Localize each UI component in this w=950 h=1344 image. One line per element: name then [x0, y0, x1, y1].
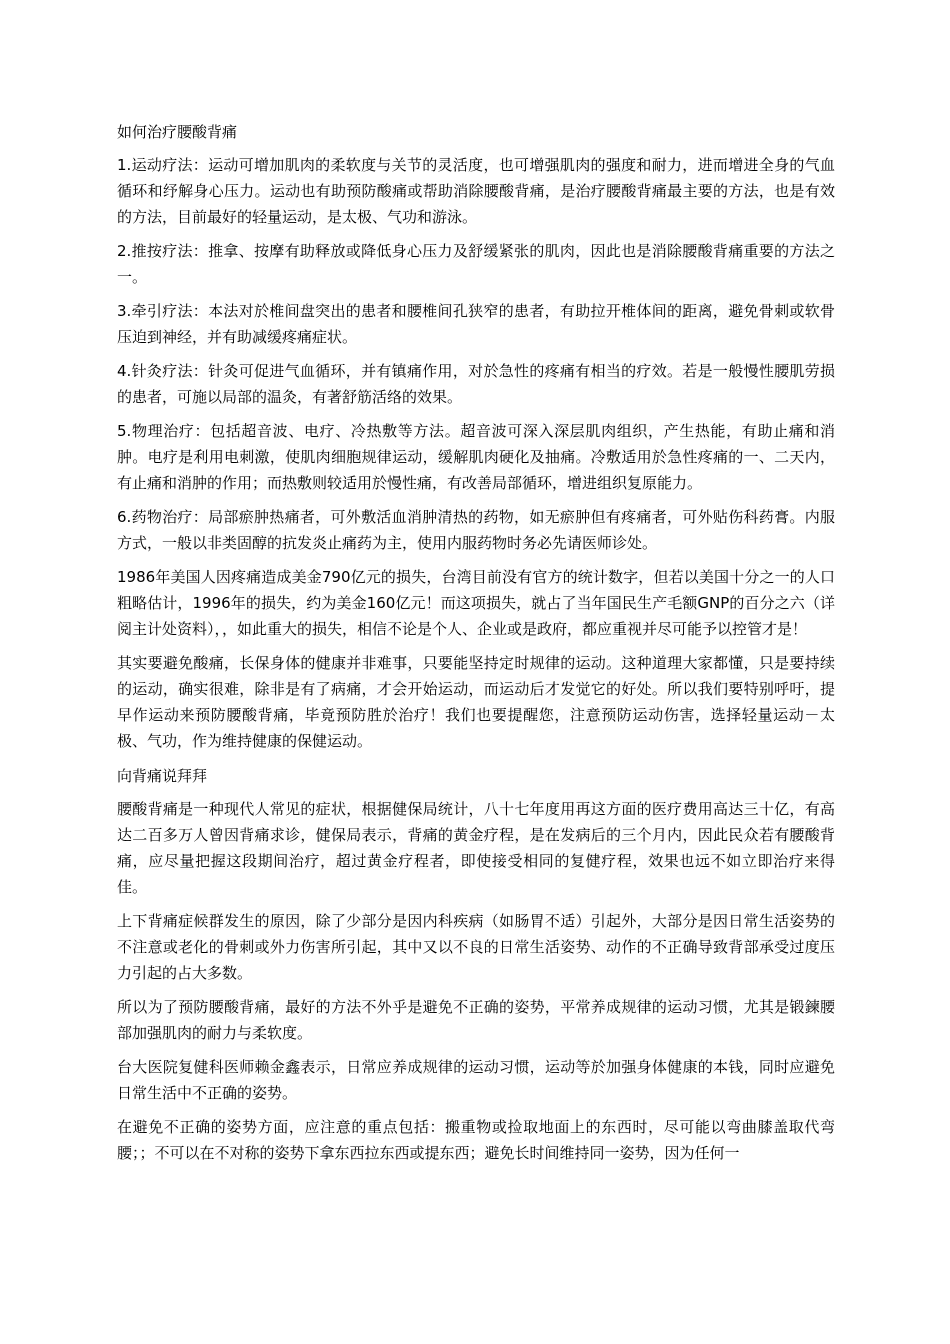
paragraph-exercise-therapy: 1.运动疗法：运动可增加肌肉的柔软度与关节的灵活度，也可增强肌肉的强度和耐力，进而增进全身的气血循环和纾解身心压力。运动也有助预防酸痛或帮助消除腰酸背痛，是治疗腰酸背痛最主要的方法，也是有效的方法，目前最好的轻量运动，是太极、气功和游泳。: [117, 156, 835, 226]
paragraph-doctor-advice: 台大医院复健科医师赖金鑫表示，日常应养成规律的运动习惯，运动等於加强身体健康的本钱，同时应避免日常生活中不正确的姿势。: [117, 1058, 835, 1102]
document-page: [117, 118, 835, 1166]
section-subtitle: 向背痛说拜拜: [117, 767, 208, 785]
paragraph-posture-tips: 在避免不正确的姿势方面，应注意的重点包括：搬重物或捡取地面上的东西时，尽可能以弯曲膝盖取代弯腰；；不可以在不对称的姿势下拿东西拉东西或提东西；避免长时间维持同一姿势，因为任何一: [117, 1118, 835, 1162]
paragraph-drug-therapy: 6.药物治疗：局部瘀肿热痛者，可外敷活血消肿清热的药物，如无瘀肿但有疼痛者，可外贴伤科药膏。内服方式，一般以非类固醇的抗发炎止痛药为主，使用内服药物时务必先请医师诊处。: [117, 508, 835, 552]
paragraph-acupuncture-therapy: 4.针灸疗法：针灸可促进气血循环，并有镇痛作用，对於急性的疼痛有相当的疗效。若是一般慢性腰肌劳损的患者，可施以局部的温灸，有著舒筋活络的效果。: [117, 362, 835, 406]
paragraph-causes: 上下背痛症候群发生的原因，除了少部分是因内科疾病（如肠胃不适）引起外，大部分是因日常生活姿势的不注意或老化的骨刺或外力伤害所引起，其中又以不良的日常生活姿势、动作的不正确导致背部承受过度压力引起的占大多数。: [117, 912, 835, 982]
paragraph-traction-therapy: 3.牵引疗法：本法对於椎间盘突出的患者和腰椎间孔狭窄的患者，有助拉开椎体间的距离，避免骨刺或软骨压迫到神经，并有助减缓疼痛症状。: [117, 302, 835, 346]
paragraph-massage-therapy: 2.推按疗法：推拿、按摩有助释放或降低身心压力及舒缓紧张的肌肉，因此也是消除腰酸背痛重要的方法之一。: [117, 242, 835, 286]
paragraph-prevention: 其实要避免酸痛，长保身体的健康并非难事，只要能坚持定时规律的运动。这种道理大家都懂，只是要持续的运动，确实很难，除非是有了病痛，才会开始运动，而运动后才发觉它的好处。所以我们要特别呼吁，提早作运动来预防腰酸背痛，毕竟预防胜於治疗！我们也要提醒您，注意预防运动伤害，选择轻量运动－太极、气功，作为维持健康的保健运动。: [117, 654, 835, 750]
paragraph-common-symptom: 腰酸背痛是一种现代人常见的症状，根据健保局统计，八十七年度用再这方面的医疗费用高达三十亿，有高达二百多万人曾因背痛求诊，健保局表示，背痛的黄金疗程，是在发病后的三个月内，因此民众若有腰酸背痛，应尽量把握这段期间治疗，超过黄金疗程者，即使接受相同的复健疗程，效果也远不如立即治疗来得佳。: [117, 800, 835, 896]
paragraph-economic-loss: 1986年美国人因疼痛造成美金790亿元的损失，台湾目前没有官方的统计数字，但若以美国十分之一的人口粗略估计，1996年的损失，约为美金160亿元！而这项损失，就占了当年国民生产毛额GNP的百分之六（详阅主计处资料），，如此重大的损失，相信不论是个人、企业或是政府，都应重视并尽可能予以控管才是！: [117, 568, 835, 638]
document-title: 如何治疗腰酸背痛: [117, 123, 238, 141]
paragraph-physical-therapy: 5.物理治疗：包括超音波、电疗、冷热敷等方法。超音波可深入深层肌肉组织，产生热能，有助止痛和消肿。电疗是利用电刺激，使肌肉细胞规律运动，缓解肌肉硬化及抽痛。冷敷适用於急性疼痛的一、二天内，有止痛和消肿的作用；而热敷则较适用於慢性痛，有改善局部循环，增进组织复原能力。: [117, 422, 835, 492]
paragraph-best-method: 所以为了预防腰酸背痛，最好的方法不外乎是避免不正确的姿势，平常养成规律的运动习惯，尤其是锻鍊腰部加强肌肉的耐力与柔软度。: [117, 998, 835, 1042]
